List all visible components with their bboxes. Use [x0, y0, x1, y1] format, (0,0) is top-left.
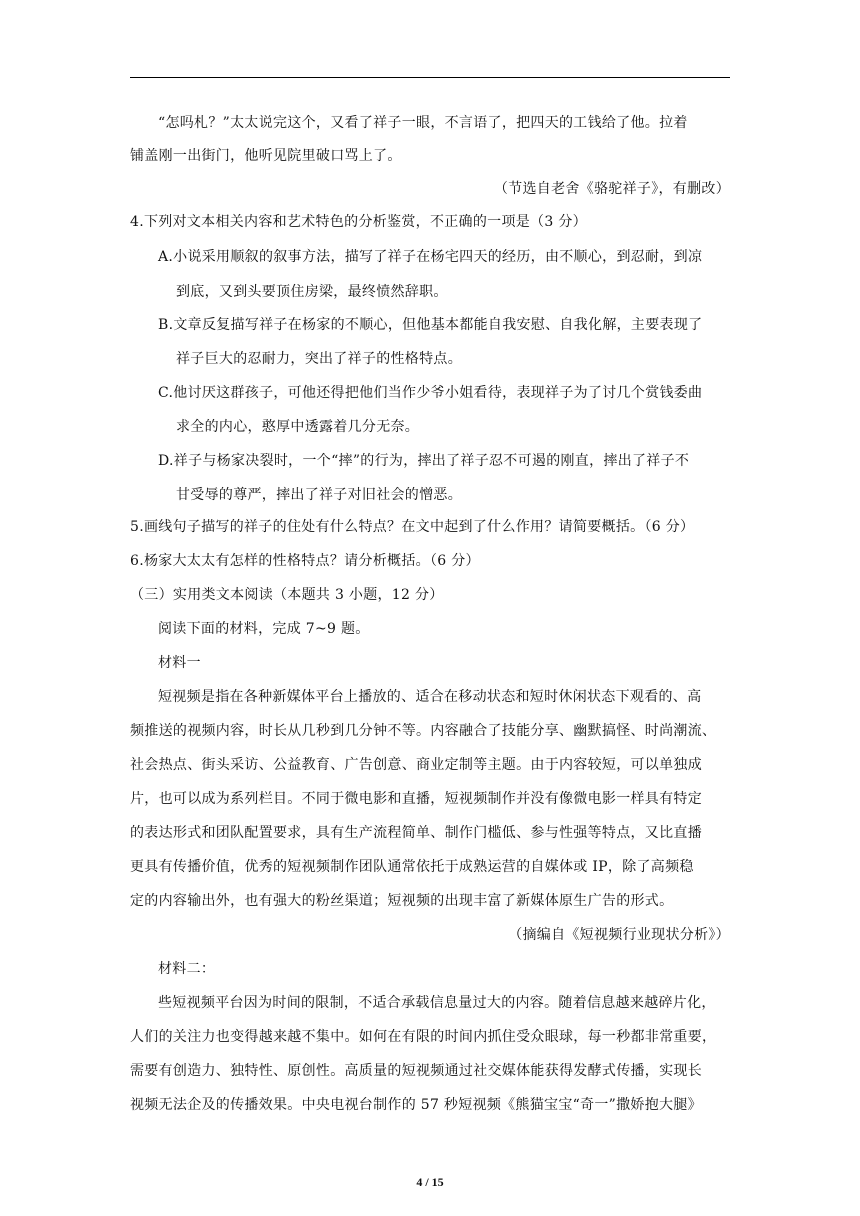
option-a-line1: A.小说采用顺叙的叙事方法，描写了祥子在杨宅四天的经历，由不顺心，到忍耐，到凉 [158, 249, 703, 265]
material-2-line: 人们的关注力也变得越来越不集中。如何在有限的时间内抓住受众眼球，每一秒都非常重要， [130, 1029, 717, 1045]
header-rule [130, 77, 730, 78]
option-c-line1: C.他讨厌这群孩子，可他还得把他们当作少爷小姐看待，表现祥子为了讨几个赏钱委曲 [158, 385, 703, 401]
page-number: 4 / 15 [416, 1175, 444, 1189]
material-1-line: 的表达形式和团队配置要求，具有生产流程简单、制作门槛低、参与性强等特点，又比直播 [130, 825, 702, 841]
material-2-line: 需要有创造力、独特性、原创性。高质量的短视频通过社交媒体能获得发酵式传播，实现长 [130, 1063, 702, 1079]
option-d-line1: D.祥子与杨家决裂时，一个“摔”的行为，摔出了祥子忍不可遏的刚直，摔出了祥子不 [158, 453, 690, 469]
material-1-line: 社会热点、街头采访、公益教育、广告创意、商业定制等主题。由于内容较短，可以单独成 [130, 757, 702, 773]
question-4-stem: 4.下列对文本相关内容和艺术特色的分析鉴赏，不正确的一项是（3 分） [130, 214, 587, 230]
material-1-line: 短视频是指在各种新媒体平台上播放的、适合在移动状态和短时休闲状态下观看的、高 [158, 689, 702, 705]
material-1-line: 定的内容输出外，也有强大的粉丝渠道；短视频的出现丰富了新媒体原生广告的形式。 [130, 893, 674, 909]
material-1-source: （摘编自《短视频行业现状分析》） [508, 927, 730, 943]
option-b-line1: B.文章反复描写祥子在杨家的不顺心，但他基本都能自我安慰、自我化解，主要表现了 [158, 317, 703, 333]
passage-line: 铺盖刚一出街门，他听见院里破口骂上了。 [130, 148, 402, 164]
material-1-line: 更具有传播价值，优秀的短视频制作团队通常依托于成熟运营的自媒体或 IP，除了高频稳 [130, 859, 694, 875]
option-a-line2: 到底，又到头要顶住房梁，最终愤然辞职。 [176, 284, 448, 300]
option-b-line2: 祥子巨大的忍耐力，突出了祥子的性格特点。 [176, 351, 462, 367]
material-1-line: 片，也可以成为系列栏目。不同于微电影和直播，短视频制作并没有像微电影一样具有特定 [130, 791, 702, 807]
material-1-line: 频推送的视频内容，时长从几秒到几分钟不等。内容融合了技能分享、幽默搞怪、时尚潮流、 [130, 723, 717, 739]
material-2-line: 些短视频平台因为时间的限制，不适合承载信息量过大的内容。随着信息越来越碎片化， [158, 995, 716, 1011]
material-1-heading: 材料一 [158, 655, 201, 671]
option-d-line2: 甘受辱的尊严，摔出了祥子对旧社会的憎恶。 [176, 487, 462, 503]
question-5: 5.画线句子描写的祥子的住处有什么特点？在文中起到了什么作用？请简要概括。（6 分） [130, 519, 695, 535]
material-2-line: 视频无法企及的传播效果。中央电视台制作的 57 秒短视频《熊猫宝宝“奇一”撒娇抱大腿》 [130, 1097, 702, 1113]
material-2-heading: 材料二： [158, 961, 216, 977]
passage-source: （节选自老舍《骆驼祥子》，有删改） [493, 181, 730, 197]
passage-line: “怎吗札？”太太说完这个，又看了祥子一眼，不言语了，把四天的工钱给了他。拉着 [158, 115, 688, 131]
section-3-heading: （三）实用类文本阅读（本题共 3 小题，12 分） [130, 587, 444, 603]
question-6: 6.杨家大太太有怎样的性格特点？请分析概括。（6 分） [130, 553, 480, 569]
section-3-instruction: 阅读下面的材料，完成 7~9 题。 [158, 621, 370, 637]
option-c-line2: 求全的内心，憨厚中透露着几分无奈。 [176, 419, 420, 435]
